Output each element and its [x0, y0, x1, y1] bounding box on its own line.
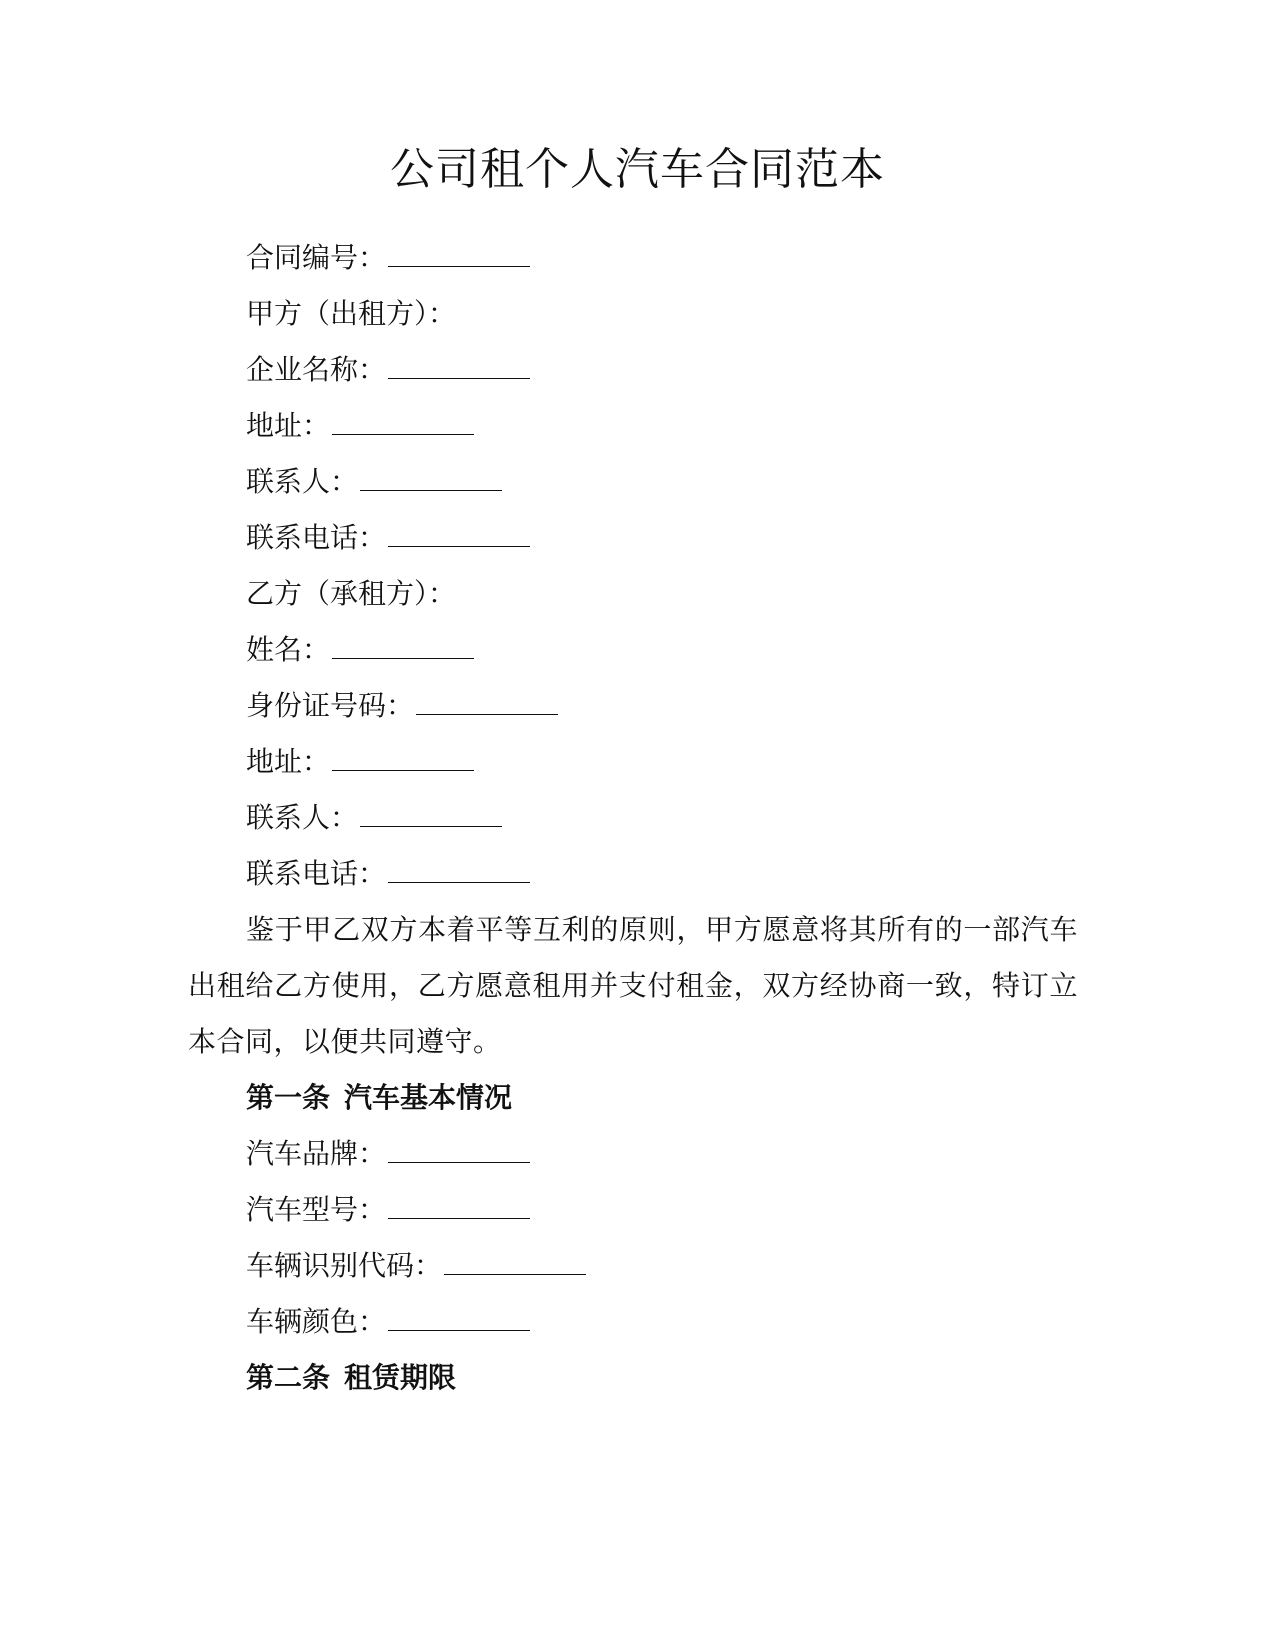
party-a-company-label: 企业名称：: [246, 353, 387, 386]
car-brand-line: [188, 1126, 1078, 1182]
party-b-header: 乙方（承租方）：: [246, 577, 457, 610]
party-b-address-label: 地址：: [246, 745, 331, 778]
party-b-name-line: [188, 622, 1078, 678]
article-1-heading: [188, 1070, 1078, 1126]
party-b-id-line: [188, 678, 1078, 734]
party-b-name-label: 姓名：: [246, 633, 331, 666]
party-b-name-blank: [332, 634, 474, 659]
article-1-number: 第一条: [246, 1081, 331, 1114]
preamble-paragraph: 鉴于甲乙双方本着平等互利的原则，甲方愿意将其所有的一部汽车出租给乙方使用，乙方愿意租用并支付租金，双方经协商一致，特订立本合同，以便共同遵守。: [188, 913, 1078, 1058]
car-model-blank: [388, 1194, 530, 1219]
party-b-phone-line: [188, 846, 1078, 902]
party-a-address-blank: [332, 410, 474, 435]
car-model-label: 汽车型号：: [246, 1193, 387, 1226]
article-1-title: 汽车基本情况: [344, 1081, 513, 1114]
party-b-id-blank: [416, 690, 558, 715]
party-b-contact-label: 联系人：: [246, 801, 359, 834]
party-b-address-blank: [332, 746, 474, 771]
car-model-line: [188, 1182, 1078, 1238]
document-body: [188, 230, 1078, 1406]
party-a-company-line: [188, 342, 1078, 398]
party-a-company-blank: [388, 354, 530, 379]
car-vin-blank: [444, 1250, 586, 1275]
car-color-label: 车辆颜色：: [246, 1305, 387, 1338]
party-b-contact-line: [188, 790, 1078, 846]
party-a-contact-blank: [360, 466, 502, 491]
party-a-phone-label: 联系电话：: [246, 521, 387, 554]
contract-number-label: 合同编号：: [246, 241, 387, 274]
party-a-contact-line: [188, 454, 1078, 510]
article-2-heading: [188, 1350, 1078, 1406]
party-b-address-line: [188, 734, 1078, 790]
party-a-header: 甲方（出租方）：: [246, 297, 457, 330]
party-b-phone-blank: [388, 858, 530, 883]
party-a-phone-line: [188, 510, 1078, 566]
contract-number-line: [188, 230, 1078, 286]
party-b-id-label: 身份证号码：: [246, 689, 415, 722]
party-a-address-label: 地址：: [246, 409, 331, 442]
article-2-number: 第二条: [246, 1361, 331, 1394]
party-b-phone-label: 联系电话：: [246, 857, 387, 890]
contract-number-blank: [388, 242, 530, 267]
car-brand-blank: [388, 1138, 530, 1163]
car-color-line: [188, 1294, 1078, 1350]
car-vin-line: [188, 1238, 1078, 1294]
car-brand-label: 汽车品牌：: [246, 1137, 387, 1170]
article-2-title: 租赁期限: [344, 1361, 457, 1394]
car-vin-label: 车辆识别代码：: [246, 1249, 443, 1282]
party-a-contact-label: 联系人：: [246, 465, 359, 498]
party-a-phone-blank: [388, 522, 530, 547]
car-color-blank: [388, 1306, 530, 1331]
party-b-contact-blank: [360, 802, 502, 827]
party-a-address-line: [188, 398, 1078, 454]
document-title: 公司租个人汽车合同范本: [390, 144, 885, 195]
